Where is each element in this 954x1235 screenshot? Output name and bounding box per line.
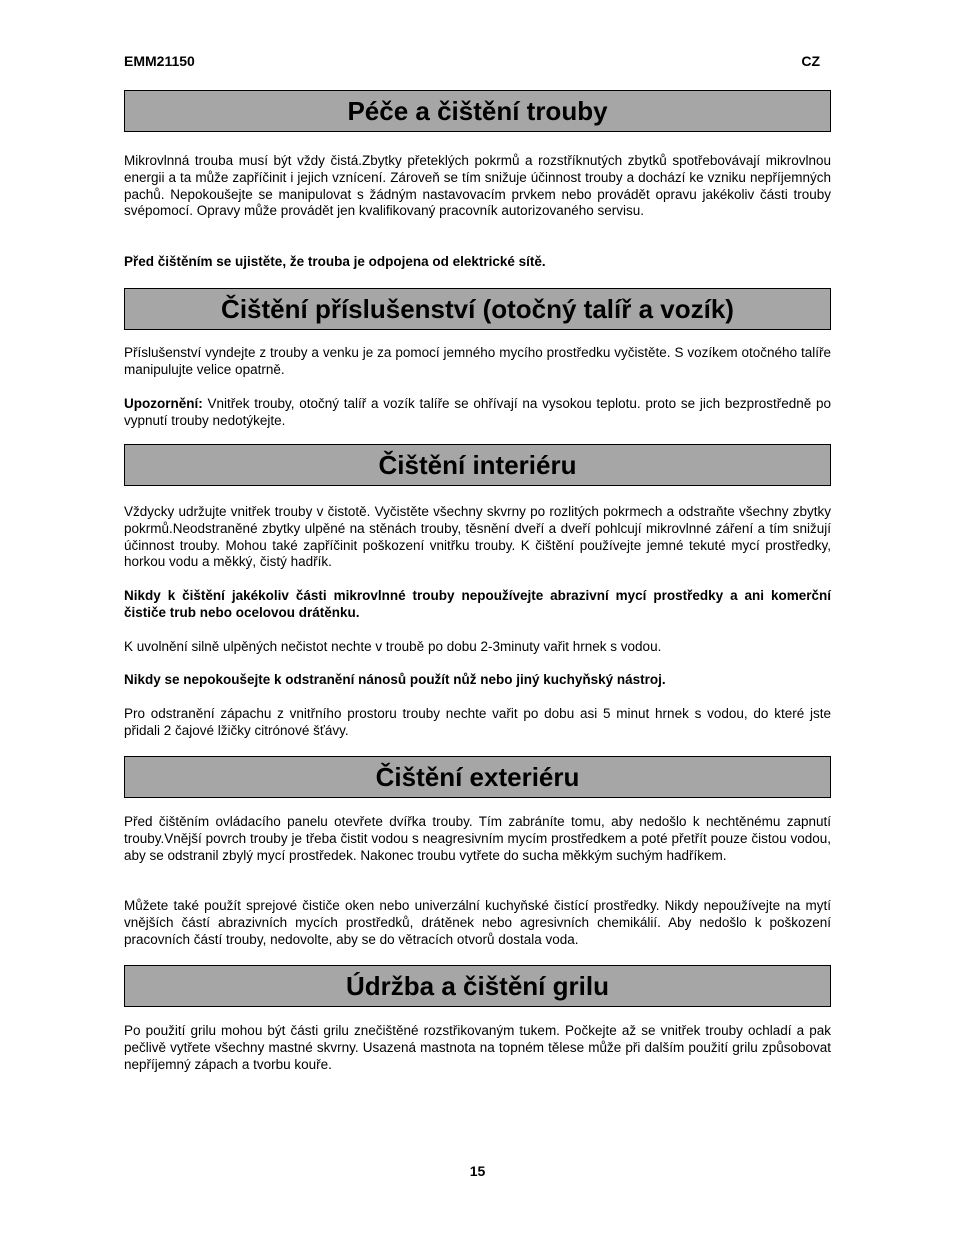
- interior-knife-warning: Nikdy se nepokoušejte k odstranění nánosů použít nůž nebo jiný kuchyňský nástroj.: [124, 672, 666, 687]
- manual-page: [124, 0, 831, 1235]
- interior-odour-tip: Pro odstranění zápachu z vnitřního prostoru trouby nechte vařit po dobu asi 5 minut hrnek s vodou, do které jste přidali 2 čajové lžičky citrónové šťávy.: [124, 706, 831, 738]
- section-title-interior: Čištění interiéru: [124, 444, 831, 486]
- care-paragraph: Mikrovlnná trouba musí být vždy čistá.Zbytky přeteklých pokrmů a rozstříknutých zbytků spotřebovávají mikrovlnou energii a ta může zapříčinit i jejich vznícení. Zároveň se tím snižuje účinnost trouby a dochází ke vzniku nepříjemných pachů. Nepokoušejte se manipulovat s žádným nastavovacím prvkem nebo provádět opravu jakékoliv části trouby svépomocí. Opravy může provádět jen kvalifikovaný pracovník autorizovaného servisu.: [124, 153, 831, 219]
- interior-paragraph: Vždycky udržujte vnitřek trouby v čistotě. Vyčistěte všechny skvrny po rozlitých pokrmech a odstraňte všechny zbytky pokrmů.Neodstraněné zbytky ulpěné na stěnách trouby, těsnění dveří a dveří pohlcují mikrovlnné záření a tím snižují účinnost trouby. Mohou také zapříčinit poškození vnitřku trouby. K čištění používejte jemné tekuté mycí prostředky, horkou vodu a měkký, čistý hadřík.: [124, 504, 831, 570]
- accessories-paragraph: Příslušenství vyndejte z trouby a venku je za pomocí jemného mycího prostředku vyčistěte. S vozíkem otočného talíře manipulujte velice opatrně.: [124, 345, 831, 377]
- care-disconnect-notice: Před čištěním se ujistěte, že trouba je odpojena od elektrické sítě.: [124, 254, 546, 269]
- section-title-accessories: Čištění příslušenství (otočný talíř a vozík): [124, 288, 831, 330]
- warning-text: Vnitřek trouby, otočný talíř a vozík talíře se ohřívají na vysokou teplotu. proto se jich bezprostředně po vypnutí trouby nedotýkejte.: [124, 396, 831, 428]
- section-title-exterior: Čištění exteriéru: [124, 756, 831, 798]
- accessories-warning: [124, 396, 831, 430]
- model-number: EMM21150: [124, 53, 195, 69]
- language-code: CZ: [801, 53, 820, 69]
- exterior-cleaners-paragraph: Můžete také použít sprejové čističe oken nebo univerzální kuchyňské čistící prostředky. Nikdy nepoužívejte na mytí vnějších částí abrazivních mycích prostředků, drátěnek nebo agresivních chemikálií. Aby nedošlo k poškození pracovních částí trouby, nedovolte, aby se do větracích otvorů dostala voda.: [124, 898, 831, 947]
- section-title-grill: Údržba a čištění grilu: [124, 965, 831, 1007]
- section-title-care: Péče a čištění trouby: [124, 90, 831, 132]
- page-number: 15: [469, 1163, 486, 1179]
- warning-label: Upozornění:: [124, 396, 203, 411]
- grill-paragraph: Po použití grilu mohou být části grilu znečištěné rozstřikovaným tukem. Počkejte až se vnitřek trouby ochladí a pak pečlivě vytřete všechny mastné skvrny. Usazená mastnota na topném tělese může při dalším použití grilu způsobovat nepříjemný zápach a tvorbu kouře.: [124, 1023, 831, 1072]
- interior-abrasive-warning: Nikdy k čištění jakékoliv části mikrovlnné trouby nepoužívejte abrazivní mycí prostředky a ani komerční čističe trub nebo ocelovou drátěnku.: [124, 588, 831, 620]
- interior-steam-tip: K uvolnění silně ulpěných nečistot nechte v troubě po dobu 2-3minuty vařit hrnek s vodou.: [124, 639, 662, 654]
- exterior-paragraph: Před čištěním ovládacího panelu otevřete dvířka trouby. Tím zabráníte tomu, aby nedošlo k nechtěnému zapnutí trouby.Vnější povrch trouby je třeba čistit vodou s neagresivním mycím prostředkem a poté přetřít pouze čistou vodou, aby se odstranil zbylý mycí prostředek. Nakonec troubu vytřete do sucha měkkým suchým hadříkem.: [124, 814, 831, 863]
